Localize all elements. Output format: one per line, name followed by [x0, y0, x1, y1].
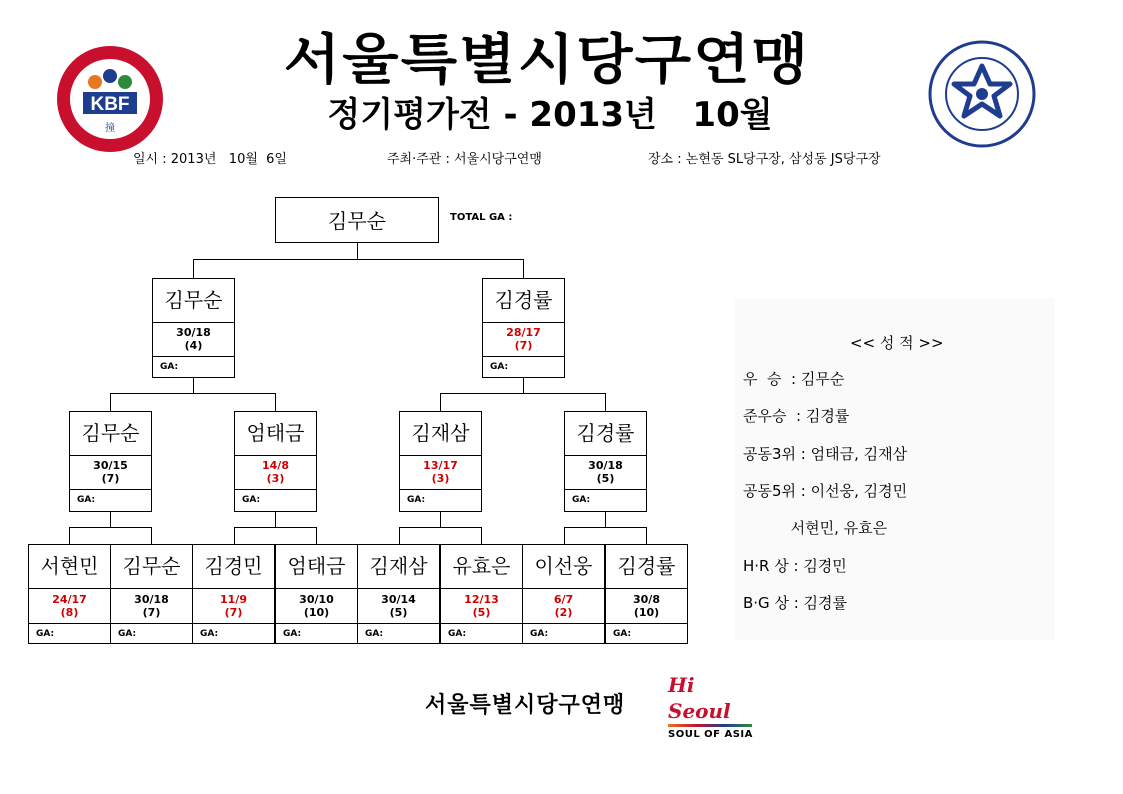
- player-score: 30/15 (7): [70, 456, 151, 490]
- player-score: 30/14 (5): [358, 589, 439, 624]
- connector-line: [69, 527, 70, 544]
- result-row: 우 승 : 김무순: [743, 370, 845, 388]
- player-score: 12/13 (5): [441, 589, 522, 624]
- player-name: 김경민: [193, 545, 274, 589]
- champion-box: 김무순: [275, 197, 439, 243]
- first-round-player-box: [605, 544, 688, 644]
- first-round-player-box: [110, 544, 193, 644]
- semi-player-box: [69, 411, 152, 512]
- info-host: 주최·주관 : 서울시당구연맹: [387, 152, 542, 167]
- final-player-box: [152, 278, 235, 378]
- player-name: 이선웅: [523, 545, 604, 589]
- first-round-player-box: [357, 544, 440, 644]
- player-name: 엄태금: [276, 545, 357, 589]
- final-player-box: [482, 278, 565, 378]
- player-name: 김경률: [483, 279, 564, 323]
- result-row: 공동5위 : 이선웅, 김경민: [743, 482, 908, 500]
- connector-line: [440, 393, 605, 394]
- connector-line: [275, 393, 276, 411]
- player-name: 김무순: [153, 279, 234, 323]
- info-venue: 장소 : 논현동 SL당구장, 삼성동 JS당구장: [648, 152, 881, 167]
- connector-line: [399, 527, 400, 544]
- connector-line: [234, 527, 235, 544]
- ga-label: GA:: [613, 629, 632, 639]
- player-score: 30/18 (4): [153, 323, 234, 357]
- ga-label: GA:: [160, 362, 179, 372]
- page-subtitle: 정기평가전 - 2013년 10월: [327, 95, 773, 135]
- ga-label: GA:: [242, 495, 261, 505]
- player-score: 13/17 (3): [400, 456, 481, 490]
- results-title: << 성 적 >>: [850, 334, 944, 352]
- ga-label: GA:: [530, 629, 549, 639]
- connector-line: [193, 259, 523, 260]
- player-score: 28/17 (7): [483, 323, 564, 357]
- ga-label: GA:: [118, 629, 137, 639]
- player-name: 유효은: [441, 545, 522, 589]
- ga-label: GA:: [365, 629, 384, 639]
- first-round-player-box: [522, 544, 605, 644]
- player-score: 24/17 (8): [29, 589, 110, 624]
- footer-title: 서울특별시당구연맹: [425, 693, 626, 718]
- ga-label: GA:: [283, 629, 302, 639]
- connector-line: [234, 527, 316, 528]
- player-name: 김재삼: [400, 412, 481, 456]
- total-ga-label: TOTAL GA :: [450, 212, 513, 223]
- player-score: 30/18 (5): [565, 456, 646, 490]
- connector-line: [605, 511, 606, 527]
- connector-line: [110, 393, 111, 411]
- player-name: 서현민: [29, 545, 110, 589]
- result-row: 준우승 : 김경률: [743, 407, 850, 425]
- page-title: 서울특별시당구연맹: [283, 28, 811, 91]
- semi-player-box: [399, 411, 482, 512]
- results-panel: [735, 298, 1055, 640]
- result-row: 서현민, 유효은: [743, 519, 888, 537]
- connector-line: [110, 393, 275, 394]
- semi-player-box: [564, 411, 647, 512]
- connector-line: [440, 511, 441, 527]
- player-name: 김경률: [565, 412, 646, 456]
- player-name: 엄태금: [235, 412, 316, 456]
- player-name: 김경률: [606, 545, 687, 589]
- connector-line: [193, 259, 194, 278]
- player-name: 김무순: [111, 545, 192, 589]
- ga-label: GA:: [407, 495, 426, 505]
- player-name: 김재삼: [358, 545, 439, 589]
- ga-label: GA:: [490, 362, 509, 372]
- connector-line: [151, 527, 152, 544]
- result-row: B·G 상 : 김경률: [743, 594, 848, 612]
- connector-line: [69, 527, 151, 528]
- first-round-player-box: [28, 544, 111, 644]
- semi-player-box: [234, 411, 317, 512]
- connector-line: [275, 511, 276, 527]
- connector-line: [440, 393, 441, 411]
- connector-line: [110, 511, 111, 527]
- connector-line: [523, 377, 524, 393]
- first-round-player-box: [275, 544, 358, 644]
- connector-line: [605, 393, 606, 411]
- connector-line: [564, 527, 646, 528]
- connector-line: [646, 527, 647, 544]
- hiseoul-logo: Hi Seoul SOUL OF ASIA: [668, 673, 753, 740]
- svg-text:撞: 撞: [105, 123, 115, 134]
- connector-line: [523, 259, 524, 278]
- first-round-player-box: [192, 544, 275, 644]
- ga-label: GA:: [77, 495, 96, 505]
- player-score: 6/7 (2): [523, 589, 604, 624]
- player-score: 30/18 (7): [111, 589, 192, 624]
- info-date: 일시 : 2013년 10월 6일: [133, 152, 287, 167]
- player-name: 김무순: [70, 412, 151, 456]
- result-row: 공동3위 : 엄태금, 김재삼: [743, 445, 908, 463]
- kbf-logo: [55, 44, 165, 154]
- connector-line: [316, 527, 317, 544]
- first-round-player-box: [440, 544, 523, 644]
- connector-line: [193, 377, 194, 393]
- player-score: 14/8 (3): [235, 456, 316, 490]
- player-score: 30/8 (10): [606, 589, 687, 624]
- seoul-sports-council-logo: [928, 40, 1036, 148]
- ga-label: GA:: [448, 629, 467, 639]
- ga-label: GA:: [572, 495, 591, 505]
- svg-text:KBF: KBF: [90, 94, 130, 115]
- connector-line: [399, 527, 481, 528]
- ga-label: GA:: [200, 629, 219, 639]
- result-row: H·R 상 : 김경민: [743, 557, 847, 575]
- ga-label: GA:: [36, 629, 55, 639]
- player-score: 11/9 (7): [193, 589, 274, 624]
- connector-line: [564, 527, 565, 544]
- connector-line: [481, 527, 482, 544]
- connector-line: [357, 243, 358, 259]
- player-score: 30/10 (10): [276, 589, 357, 624]
